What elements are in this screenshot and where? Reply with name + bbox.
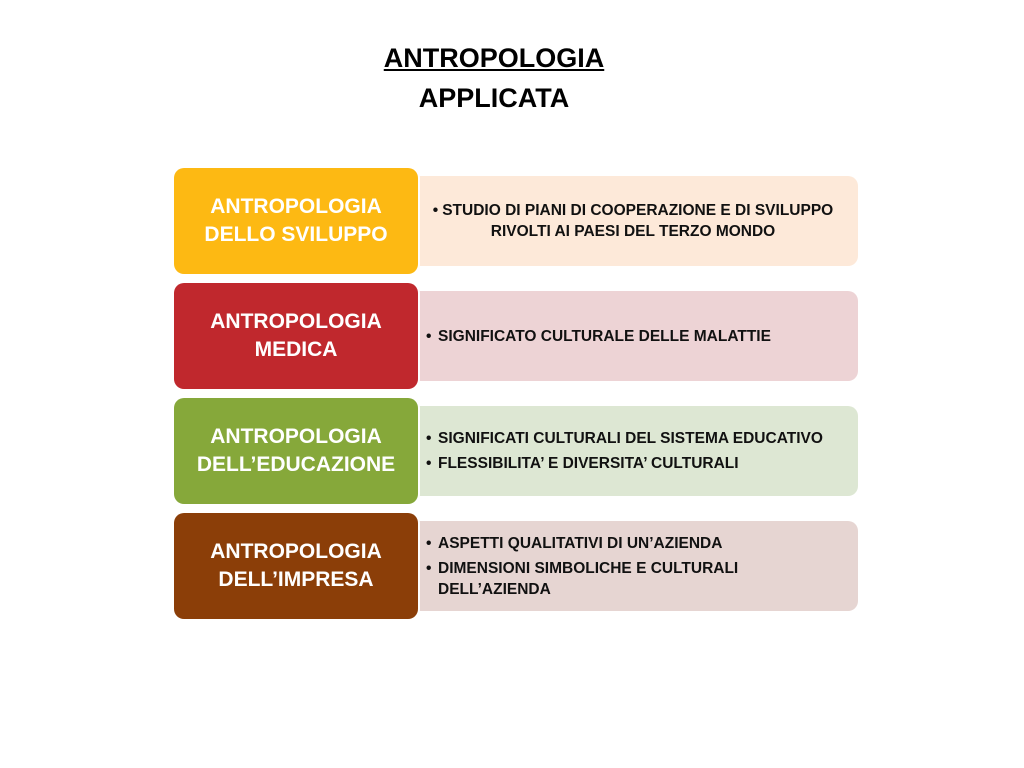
row-impresa bbox=[174, 513, 860, 621]
bullet-item bbox=[426, 326, 848, 347]
bullet-dot: • bbox=[426, 455, 432, 472]
detail-panel bbox=[392, 291, 858, 381]
detail-panel bbox=[392, 406, 858, 496]
bullet-text: STUDIO DI PIANI DI COOPERAZIONE E DI SVILUPPO RIVOLTI AI PAESI DEL TERZO MONDO bbox=[442, 202, 834, 240]
slide-title bbox=[300, 38, 688, 118]
bullet-dot: • bbox=[432, 202, 439, 219]
bullet-item bbox=[426, 558, 848, 600]
bullet-dot: • bbox=[426, 534, 432, 552]
detail-panel bbox=[392, 521, 858, 611]
bullet-item bbox=[426, 533, 848, 554]
category-label: ANTROPOLOGIA DELL’IMPRESA bbox=[174, 513, 418, 619]
bullet-text: FLESSIBILITA’ E DIVERSITA’ CULTURALI bbox=[438, 455, 739, 472]
row-sviluppo bbox=[174, 168, 860, 276]
row-medica bbox=[174, 283, 860, 391]
bullet-dot: • bbox=[426, 430, 432, 447]
category-label: ANTROPOLOGIA MEDICA bbox=[174, 283, 418, 389]
bullet-dot: • bbox=[426, 327, 432, 345]
bullet-item bbox=[426, 428, 848, 449]
detail-panel bbox=[392, 176, 858, 266]
title-line-2: APPLICATA bbox=[418, 83, 570, 113]
bullet-item bbox=[418, 200, 848, 242]
bullet-text: SIGNIFICATO CULTURALE DELLE MALATTIE bbox=[438, 327, 771, 345]
title-line-1: ANTROPOLOGIA bbox=[383, 43, 605, 73]
bullet-text: SIGNIFICATI CULTURALI DEL SISTEMA EDUCATIVO bbox=[438, 430, 823, 447]
bullet-text: DIMENSIONI SIMBOLICHE E CULTURALI DELL’AZIENDA bbox=[438, 559, 739, 598]
row-educazione bbox=[174, 398, 860, 506]
bullet-dot: • bbox=[426, 559, 432, 577]
bullet-item bbox=[426, 453, 848, 474]
bullet-text: ASPETTI QUALITATIVI DI UN’AZIENDA bbox=[438, 534, 723, 552]
category-label: ANTROPOLOGIA DELL’EDUCAZIONE bbox=[174, 398, 418, 504]
category-label: ANTROPOLOGIA DELLO SVILUPPO bbox=[174, 168, 418, 274]
